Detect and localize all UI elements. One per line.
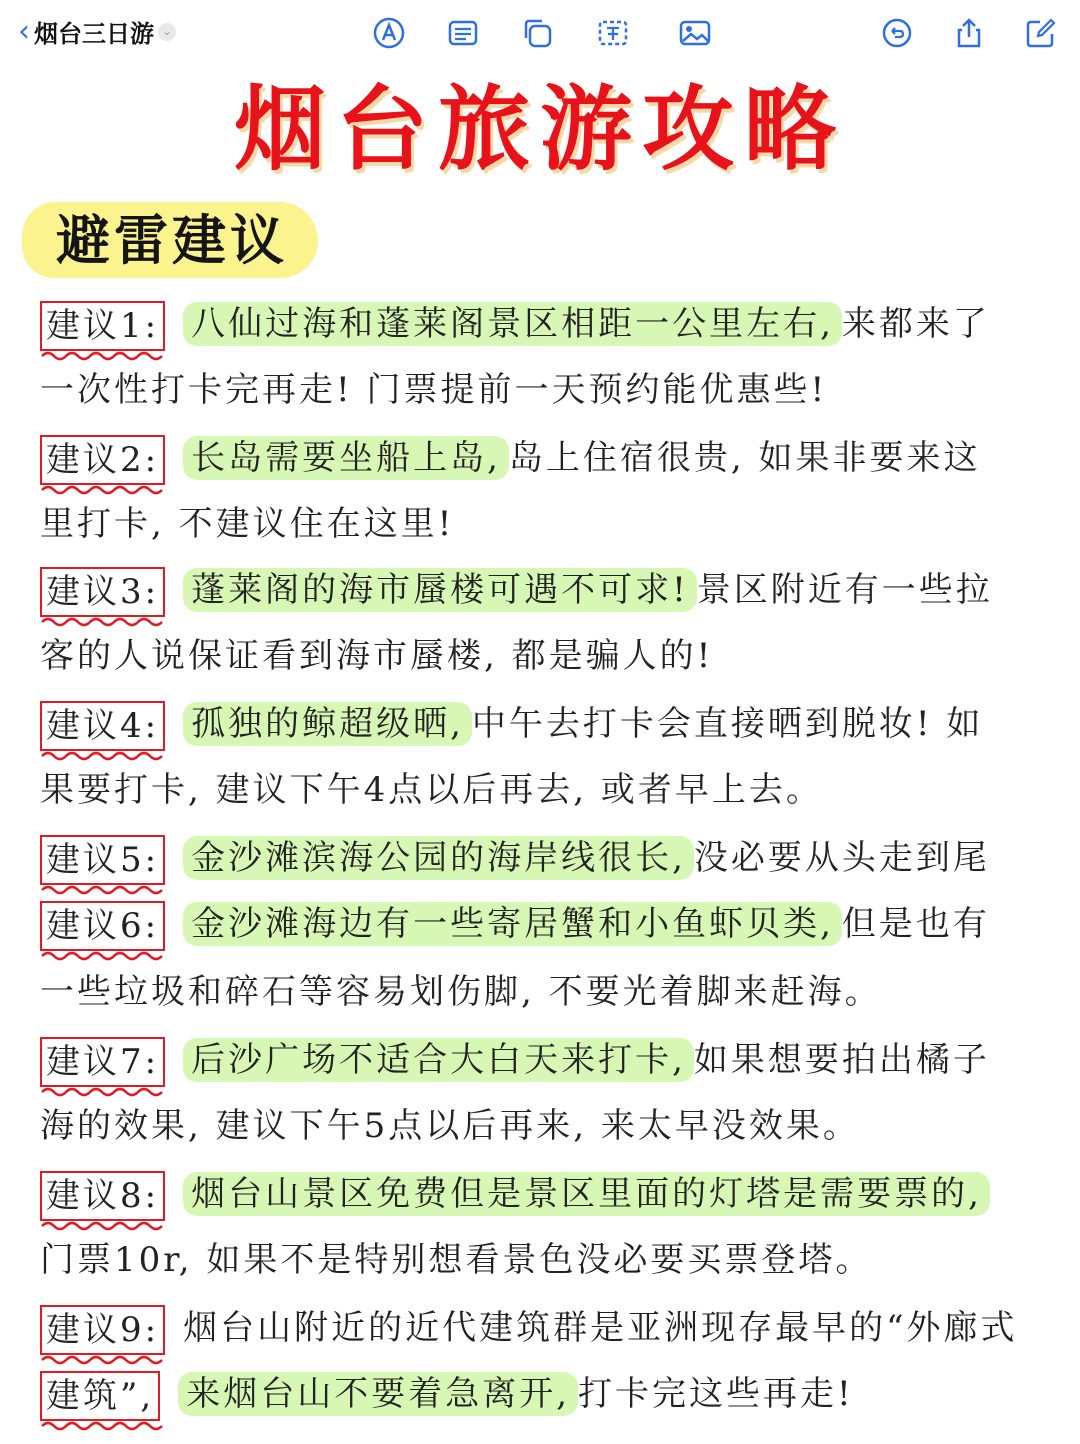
advice-label (40, 1371, 160, 1421)
advice-label (40, 901, 165, 951)
advice-label-text: 建议6: (46, 906, 160, 946)
back-button[interactable] (18, 14, 176, 49)
highlighted-text: 烟台山景区免费但是景区里面的灯塔是需要票的, (183, 1172, 990, 1216)
highlighted-text: 来烟台山不要着急离开, (178, 1372, 578, 1416)
advice-text: 里打卡, 不建议住在这里! (40, 504, 455, 544)
advice-label (40, 1171, 165, 1221)
advice-text: 没必要从头走到尾 (693, 838, 990, 878)
highlighted-text: 后沙广场不适合大白天来打卡, (183, 1038, 694, 1082)
advice-label-text: 建议3: (46, 572, 160, 612)
chevron-down-icon[interactable]: ⌄ (158, 23, 176, 41)
image-icon[interactable] (678, 16, 712, 50)
advice-text: 如果想要拍出橘子 (693, 1040, 990, 1080)
advice-continuation (40, 360, 827, 420)
advice-line (40, 428, 981, 488)
section-header (22, 196, 318, 282)
page-title: 烟台旅游攻略 (233, 76, 846, 183)
highlighted-text: 金沙滩海边有一些寄居蟹和小鱼虾贝类, (183, 902, 842, 946)
advice-continuation (40, 1096, 860, 1156)
wavy-underline (40, 1419, 164, 1433)
advice-line (40, 894, 990, 954)
chevron-left-icon: ‹ (18, 13, 30, 49)
advice-text: 来都来了 (841, 304, 990, 344)
advice-text: 果要打卡, 建议下午4点以后再去, 或者早上去。 (40, 770, 823, 810)
advice-label-text: 建议5: (46, 840, 160, 880)
advice-text: 打卡完这些再走! (578, 1374, 854, 1414)
advice-label (40, 835, 165, 885)
highlighted-text: 金沙滩滨海公园的海岸线很长, (183, 836, 694, 880)
highlighted-text: 孤独的鲸超级晒, (183, 702, 472, 746)
advice-line (40, 1164, 990, 1224)
advice-label (40, 567, 165, 617)
advice-label (40, 701, 165, 751)
note-icon[interactable] (446, 16, 480, 50)
advice-label-text: 建议7: (46, 1042, 160, 1082)
advice-label (40, 435, 165, 485)
advice-text: 客的人说保证看到海市蜃楼, 都是骗人的! (40, 636, 714, 676)
advice-continuation (40, 494, 454, 554)
advice-text: 海的效果, 建议下午5点以后再来, 来太早没效果。 (40, 1106, 860, 1146)
toolbar (0, 0, 1080, 70)
copy-icon[interactable] (520, 16, 554, 50)
advice-line (40, 1364, 854, 1424)
highlighted-text: 长岛需要坐船上岛, (183, 436, 509, 480)
highlighted-text: 八仙过海和蓬莱阁景区相距一公里左右, (183, 302, 842, 346)
advice-text: 但是也有 (841, 904, 990, 944)
edit-icon[interactable] (1024, 16, 1058, 50)
advice-label-text: 建议8: (46, 1176, 160, 1216)
undo-icon[interactable] (880, 16, 914, 50)
advice-text: 一些垃圾和碎石等容易划伤脚, 不要光着脚来赶海。 (40, 972, 882, 1012)
pen-icon[interactable] (372, 16, 406, 50)
advice-label (40, 1305, 165, 1355)
advice-continuation (40, 1230, 872, 1290)
advice-label-text: 建议2: (46, 440, 160, 480)
share-icon[interactable] (952, 16, 986, 50)
advice-line (40, 828, 990, 888)
advice-label-text: 建筑”, (46, 1376, 155, 1416)
advice-text: 门票10r, 如果不是特别想看景色没必要买票登塔。 (40, 1240, 873, 1280)
advice-line (40, 294, 990, 354)
advice-line (40, 1030, 990, 1090)
note-title: 烟台三日游 (34, 20, 154, 48)
advice-line (40, 694, 983, 754)
advice-text: 一次性打卡完再走! 门票提前一天预约能优惠些! (40, 370, 828, 410)
advice-label-text: 建议9: (46, 1310, 160, 1350)
advice-label-text: 建议1: (46, 306, 160, 346)
advice-continuation (40, 626, 713, 686)
advice-line (40, 560, 993, 620)
advice-text: 中午去打卡会直接晒到脱妆! 如 (471, 704, 984, 744)
highlighted-text: 蓬莱阁的海市蜃楼可遇不可求! (183, 568, 697, 612)
advice-text: 景区附近有一些拉 (696, 570, 993, 610)
advice-label-text: 建议4: (46, 706, 160, 746)
text-icon[interactable] (596, 16, 630, 50)
advice-continuation (40, 962, 882, 1022)
advice-text: 烟台山附近的近代建筑群是亚洲现存最早的“外廊式 (183, 1308, 1018, 1348)
advice-label (40, 301, 165, 351)
wavy-underline (40, 949, 164, 963)
advice-line (40, 1298, 1017, 1358)
advice-label (40, 1037, 165, 1087)
section-title: 避雷建议 (56, 208, 288, 272)
advice-continuation (40, 760, 823, 820)
advice-text: 岛上住宿很贵, 如果非要来这 (508, 438, 981, 478)
